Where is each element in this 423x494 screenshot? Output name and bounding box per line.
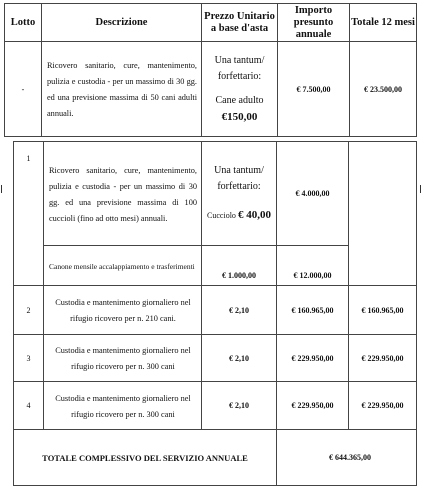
row4-descrizione: Custodia e mantenimento giornaliero nel rifugio ricovero per n. 300 cani (44, 382, 202, 430)
header-lotto: Lotto (5, 4, 42, 42)
header-totale: Totale 12 mesi (350, 4, 417, 42)
footer-value: € 644.365,00 (277, 430, 417, 486)
row3-totale: € 229.950,00 (349, 335, 417, 382)
row1-prezzo-line1: Una tantum/ (214, 165, 264, 176)
header-prezzo: Prezzo Unitario a base d'asta (202, 4, 278, 42)
row0-importo: € 7.500,00 (278, 42, 350, 137)
row1-importo: € 4.000,00 (277, 142, 349, 246)
footer-label: TOTALE COMPLESSIVO DEL SERVIZIO ANNUALE (14, 430, 277, 486)
row1-prezzo-value: € 40,00 (237, 209, 271, 221)
row1-sub-importo: € 12.000,00 (277, 246, 349, 286)
row4-totale: € 229.950,00 (349, 382, 417, 430)
right-edge-mark (420, 185, 421, 193)
row3-descrizione: Custodia e mantenimento giornaliero nel rifugio ricovero per n. 300 cani (44, 335, 202, 382)
row1-prezzo (202, 142, 277, 246)
left-edge-mark (1, 185, 2, 193)
tender-table-top (4, 3, 417, 137)
row0-prezzo-line1: Una tantum/ (214, 54, 265, 66)
row1-sub-prezzo: € 1.000,00 (202, 246, 277, 286)
row0-prezzo-line2: forfettario: (217, 70, 262, 82)
row0-prezzo (202, 42, 278, 137)
row4-importo: € 229.950,00 (277, 382, 349, 430)
row1-sub-descrizione: Canone mensile accalappiamento e trasferimenti (44, 246, 202, 286)
row1-prezzo-line2: forfettario: (217, 181, 261, 192)
row2-prezzo: € 2,10 (202, 286, 277, 335)
row1-lotto: 1 (14, 142, 44, 286)
row1-descrizione: Ricovero sanitario, cure, mantenimento, pulizia e custodia - per un massimo di 30 gg. ed una previsione massima di 100 cuccioli (fino ad otto mesi) annuali. (44, 142, 202, 246)
row3-lotto: 3 (14, 335, 44, 382)
row2-descrizione: Custodia e mantenimento giornaliero nel rifugio ricovero per n. 210 cani. (44, 286, 202, 335)
row3-importo: € 229.950,00 (277, 335, 349, 382)
row2-lotto: 2 (14, 286, 44, 335)
row4-lotto: 4 (14, 382, 44, 430)
row2-totale: € 160.965,00 (349, 286, 417, 335)
row4-prezzo: € 2,10 (202, 382, 277, 430)
header-importo: Importo presunto annuale (278, 4, 350, 42)
row1-totale-empty (349, 142, 417, 286)
row0-prezzo-label: Cane adulto (215, 94, 264, 106)
row0-prezzo-value: €150,00 (221, 110, 258, 123)
row2-importo: € 160.965,00 (277, 286, 349, 335)
header-descrizione: Descrizione (42, 4, 202, 42)
row3-prezzo: € 2,10 (202, 335, 277, 382)
row0-descrizione: Ricovero sanitario, cure, mantenimento, pulizia e custodia - per un massimo di 30 gg. ed una previsione massima di 50 cani adulti annuali. (42, 42, 202, 137)
row0-lotto: - (5, 42, 42, 137)
row0-totale: € 23.500,00 (350, 42, 417, 137)
tender-table-bottom (13, 141, 417, 486)
row1-prezzo-label: Cucciolo (207, 211, 236, 220)
